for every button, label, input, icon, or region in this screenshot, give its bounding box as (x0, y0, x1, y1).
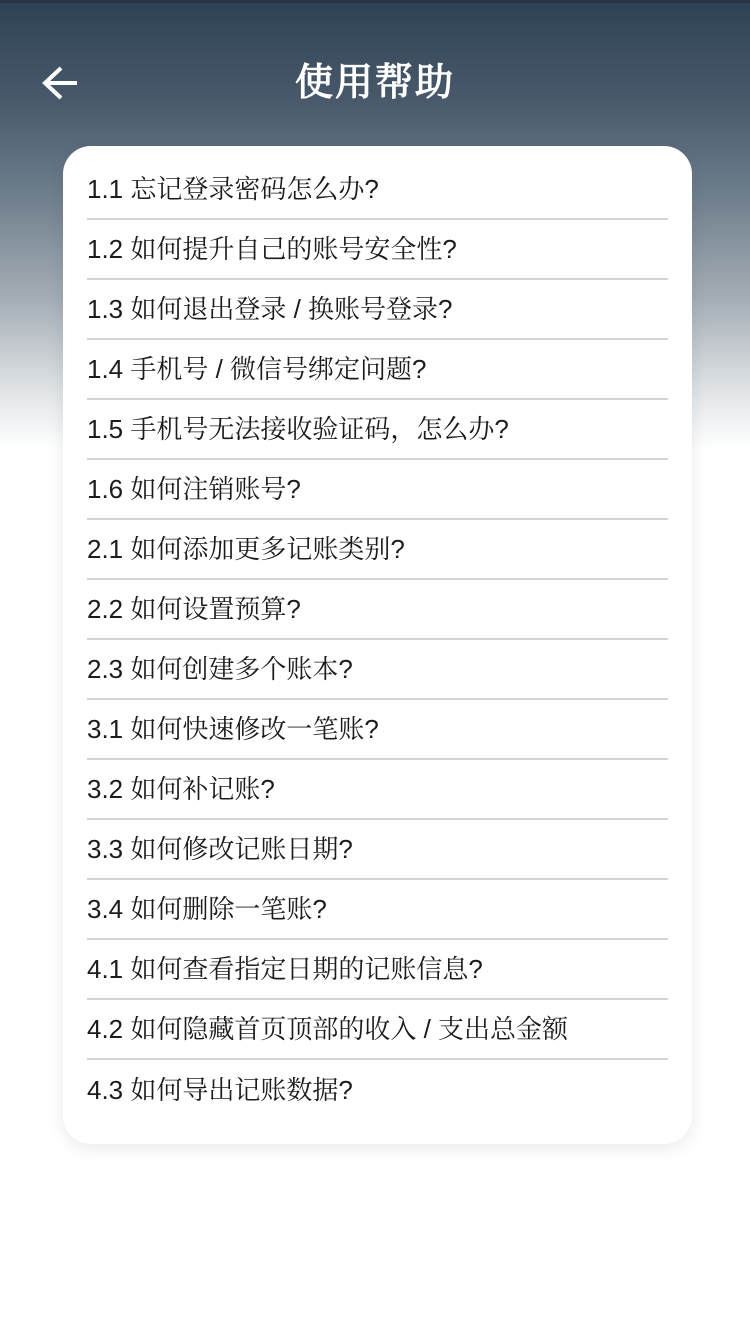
help-list-item[interactable] (87, 580, 668, 640)
help-topics-card (63, 146, 692, 1144)
help-list-item[interactable] (87, 760, 668, 820)
header (0, 0, 750, 130)
help-list-item-label: 3.1 如何快速修改一笔账? (87, 714, 379, 744)
help-list-item-label: 1.5 手机号无法接收验证码，怎么办? (87, 414, 509, 444)
help-list-item[interactable] (87, 820, 668, 880)
help-list-item[interactable] (87, 880, 668, 940)
help-list-item[interactable] (87, 1000, 668, 1060)
help-list-item-label: 2.1 如何添加更多记账类别? (87, 534, 405, 564)
help-list-item-label: 4.2 如何隐藏首页顶部的收入 / 支出总金额 (87, 1014, 569, 1044)
help-list-item-label: 1.4 手机号 / 微信号绑定问题? (87, 354, 427, 384)
help-list-item-label: 3.4 如何删除一笔账? (87, 894, 327, 924)
help-list-item-label: 1.1 忘记登录密码怎么办? (87, 174, 379, 204)
help-list-item[interactable] (87, 1060, 668, 1120)
help-list-item[interactable] (87, 640, 668, 700)
help-list-item[interactable] (87, 400, 668, 460)
help-list-item-label: 4.1 如何查看指定日期的记账信息? (87, 954, 483, 984)
help-list-item[interactable] (87, 220, 668, 280)
page-title: 使用帮助 (294, 62, 455, 104)
help-list-item-label: 2.2 如何设置预算? (87, 594, 301, 624)
help-list-item[interactable] (87, 340, 668, 400)
help-list-item[interactable] (87, 160, 668, 220)
help-list-item[interactable] (87, 940, 668, 1000)
help-list-item-label: 3.3 如何修改记账日期? (87, 834, 353, 864)
help-list-item-label: 1.2 如何提升自己的账号安全性? (87, 234, 457, 264)
help-list-item[interactable] (87, 520, 668, 580)
help-list-item-label: 3.2 如何补记账? (87, 774, 275, 804)
help-list-item[interactable] (87, 700, 668, 760)
help-list-item-label: 1.3 如何退出登录 / 换账号登录? (87, 294, 453, 324)
help-list-item-label: 2.3 如何创建多个账本? (87, 654, 353, 684)
help-list-item[interactable] (87, 460, 668, 520)
help-list-item[interactable] (87, 280, 668, 340)
help-list-item-label: 1.6 如何注销账号? (87, 474, 301, 504)
help-list-item-label: 4.3 如何导出记账数据? (87, 1075, 353, 1105)
